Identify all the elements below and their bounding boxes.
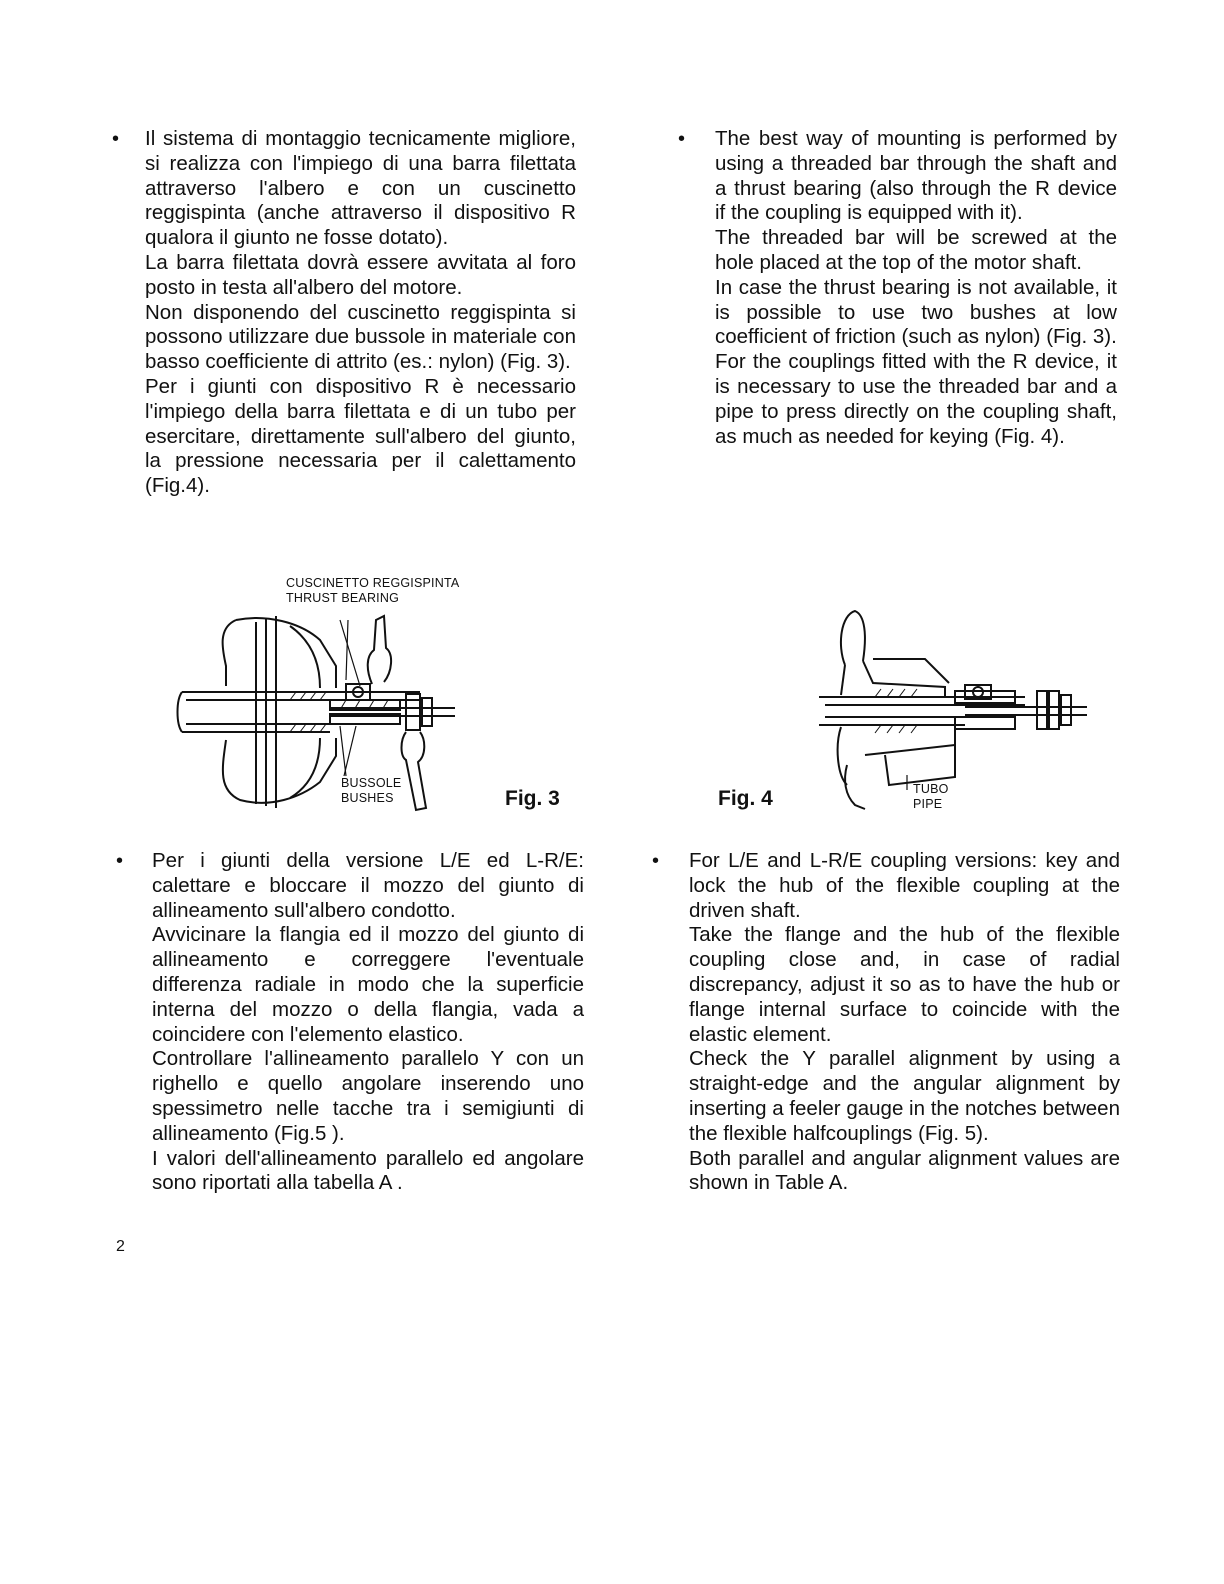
fig4-drawing: [815, 605, 1095, 820]
alignment-text-it: [152, 849, 584, 1196]
callout-it: TUBO: [913, 782, 949, 796]
paragraph: I valori dell'allineamento parallelo ed angolare sono riportati alla tabella A .: [152, 1146, 584, 1195]
fig4-label: Fig. 4: [718, 787, 773, 810]
paragraph: La barra filettata dovrà essere avvitata al foro posto in testa all'albero del motore.: [145, 250, 576, 299]
callout-en: BUSHES: [341, 791, 394, 805]
paragraph: Per i giunti con dispositivo R è necessario l'impiego della barra filettata e di un tubo per esercitare, direttamente sull'albero del giunto, la pressione necessaria per il calettamento (Fig.4).: [145, 374, 576, 498]
callout-en: PIPE: [913, 797, 943, 811]
callout-en: THRUST BEARING: [286, 591, 399, 605]
paragraph: The best way of mounting is performed by using a threaded bar through the shaft and a thrust bearing (also through the R device if the coupling is equipped with it).: [715, 127, 1117, 225]
bullet-en-1: •: [678, 128, 686, 150]
paragraph: For L/E and L-R/E coupling versions: key and lock the hub of the flexible coupling at the driven shaft.: [689, 849, 1120, 922]
paragraph: Per i giunti della versione L/E ed L-R/E: calettare e bloccare il mozzo del giunto di allineamento sull'albero condotto.: [152, 849, 584, 922]
alignment-text-en: [689, 849, 1120, 1196]
bullet-it-1: •: [112, 128, 120, 150]
callout-it: BUSSOLE: [341, 776, 402, 790]
paragraph: Il sistema di montaggio tecnicamente migliore, si realizza con l'impiego di una barra filettata attraverso l'albero e con un cuscinetto reggispinta (anche attraverso il dispositivo R qualora il giunto ne fosse dotato).: [145, 127, 576, 250]
paragraph: Non disponendo del cuscinetto reggispinta si possono utilizzare due bussole in materiale con basso coefficiente di attrito (es.: nylon) (Fig. 3).: [145, 300, 576, 374]
callout-it: CUSCINETTO REGGISPINTA: [286, 576, 460, 590]
page-number: 2: [116, 1238, 125, 1255]
fig3-callout-bushes: [341, 776, 401, 806]
paragraph: The threaded bar will be screwed at the hole placed at the top of the motor shaft.: [715, 226, 1117, 274]
bullet-en-2: •: [652, 850, 660, 872]
bullet-it-2: •: [116, 850, 124, 872]
paragraph: Both parallel and angular alignment values are shown in Table A.: [689, 1146, 1120, 1195]
fig4-callout-pipe: [913, 782, 949, 812]
paragraph: For the couplings fitted with the R device, it is necessary to use the threaded bar and a pipe to press directly on the coupling shaft, as much as needed for keying (Fig. 4).: [715, 350, 1117, 448]
paragraph: In case the thrust bearing is not available, it is possible to use two bushes at low coefficient of friction (such as nylon) (Fig. 3).: [715, 275, 1117, 349]
mounting-text-en: [715, 127, 1117, 449]
paragraph: Avvicinare la flangia ed il mozzo del giunto di allineamento e correggere l'eventuale differenza radiale in modo che la superficie interna del mozzo o della flangia, vada a coincidere con l'elemento elastico.: [152, 923, 584, 1046]
fig3-label: Fig. 3: [505, 787, 560, 810]
mounting-text-it: [145, 127, 576, 499]
paragraph: Take the flange and the hub of the flexible coupling close and, in case of radial discrepancy, adjust it so as to have the hub or flange internal surface to coincide with the elastic element.: [689, 923, 1120, 1046]
fig3-drawing: [170, 600, 470, 815]
paragraph: Controllare l'allineamento parallelo Y con un righello e quello angolare inserendo uno spessimetro nelle tacche tra i semigiunti di allineamento (Fig.5 ).: [152, 1047, 584, 1145]
paragraph: Check the Y parallel alignment by using a straight-edge and the angular alignment by inserting a feeler gauge in the notches between the flexible halfcouplings (Fig. 5).: [689, 1047, 1120, 1145]
